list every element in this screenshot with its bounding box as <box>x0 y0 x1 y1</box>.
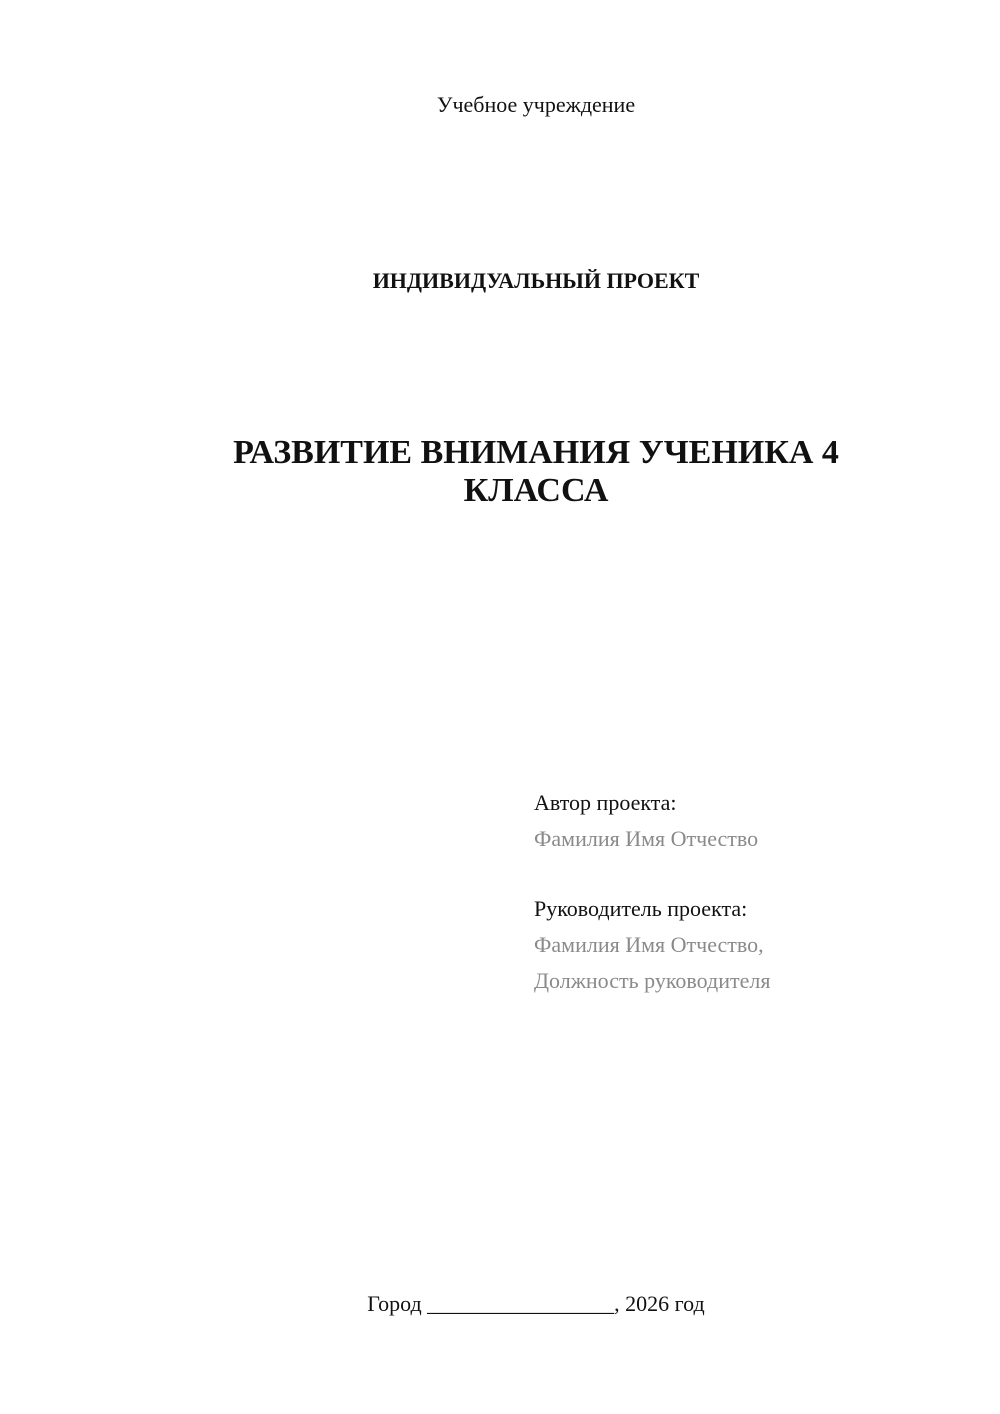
supervisor-name-placeholder: Фамилия Имя Отчество, <box>534 932 764 957</box>
project-title <box>150 434 922 510</box>
supervisor-block <box>534 891 954 999</box>
supervisor-position-placeholder: Должность руководителя <box>534 968 771 993</box>
project-title-line-2: КЛАССА <box>463 472 609 509</box>
supervisor-label: Руководитель проекта: <box>534 896 748 921</box>
author-block <box>534 785 954 857</box>
city-year-line: Город _________________, 2026 год <box>367 1291 705 1316</box>
institution-name: Учебное учреждение <box>436 92 636 117</box>
project-type-heading: ИНДИВИДУАЛЬНЫЙ ПРОЕКТ <box>372 268 700 293</box>
author-name-placeholder: Фамилия Имя Отчество <box>534 826 759 851</box>
project-title-line-1: РАЗВИТИЕ ВНИМАНИЯ УЧЕНИКА 4 <box>233 434 839 471</box>
author-label: Автор проекта: <box>534 790 677 815</box>
